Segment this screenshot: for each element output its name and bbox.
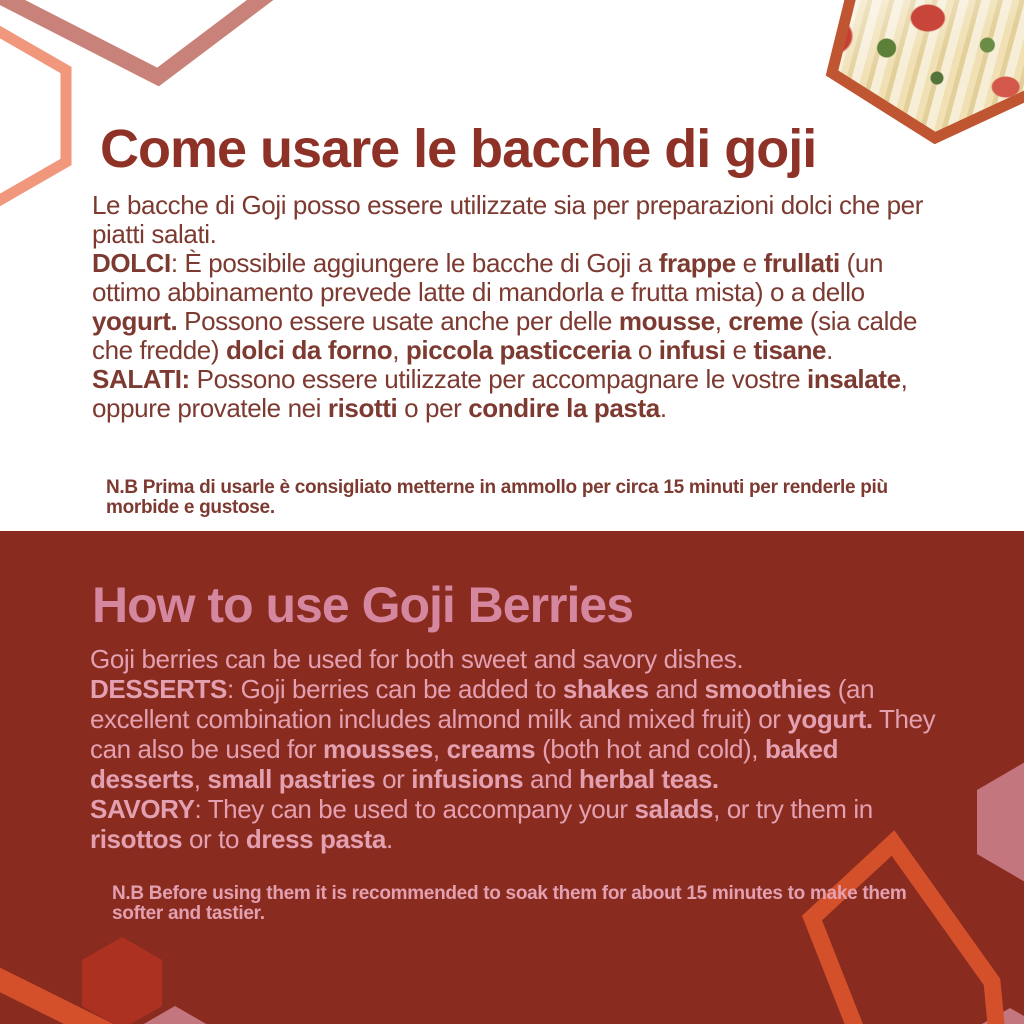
italian-body xyxy=(92,191,940,423)
pasta-photo xyxy=(795,0,1024,150)
italian-intro-paragraph: Le bacche di Goji posso essere utilizzate sia per preparazioni dolci che per piatti salati. xyxy=(92,190,923,249)
hexagon-outline-mauve-icon xyxy=(0,0,280,77)
italian-note: N.B Prima di usarle è consigliato metterne in ammollo per circa 15 minuti per renderle più morbide e gustose. xyxy=(106,477,888,518)
italian-title: Come usare le bacche di goji xyxy=(100,119,817,179)
italian-salati-paragraph: SALATI: Possono essere utilizzate per accompagnare le vostre insalate, oppure provatele nei risotti o per condire la pasta. xyxy=(92,364,908,423)
english-title: How to use Goji Berries xyxy=(92,577,634,633)
italian-dolci-paragraph: DOLCI: È possibile aggiungere le bacche di Goji a frappe e frullati (un ottimo abbinamento prevede latte di mandorla e frutta mista) o a dello yogurt. Possono essere usate anche per delle mousse, creme (sia calde che fredde) dolci da forno, piccola pasticceria o infusi e tisane. xyxy=(92,248,918,365)
hexagon-outline-salmon-icon xyxy=(0,24,66,208)
english-intro-paragraph: Goji berries can be used for both sweet and savory dishes. xyxy=(90,644,744,674)
english-note: N.B Before using them it is recommended to soak them for about 15 minutes to make them softer and tastier. xyxy=(112,883,907,924)
english-savory-paragraph: SAVORY: They can be used to accompany your salads, or try them in risottos or to dress pasta. xyxy=(90,794,873,854)
english-desserts-paragraph: DESSERTS: Goji berries can be added to shakes and smoothies (an excellent combination includes almond milk and mixed fruit) or yogurt. They can also be used for mousses, creams (both hot and cold), baked desserts, small pastries or infusions and herbal teas. xyxy=(90,674,936,794)
english-body xyxy=(90,644,938,854)
